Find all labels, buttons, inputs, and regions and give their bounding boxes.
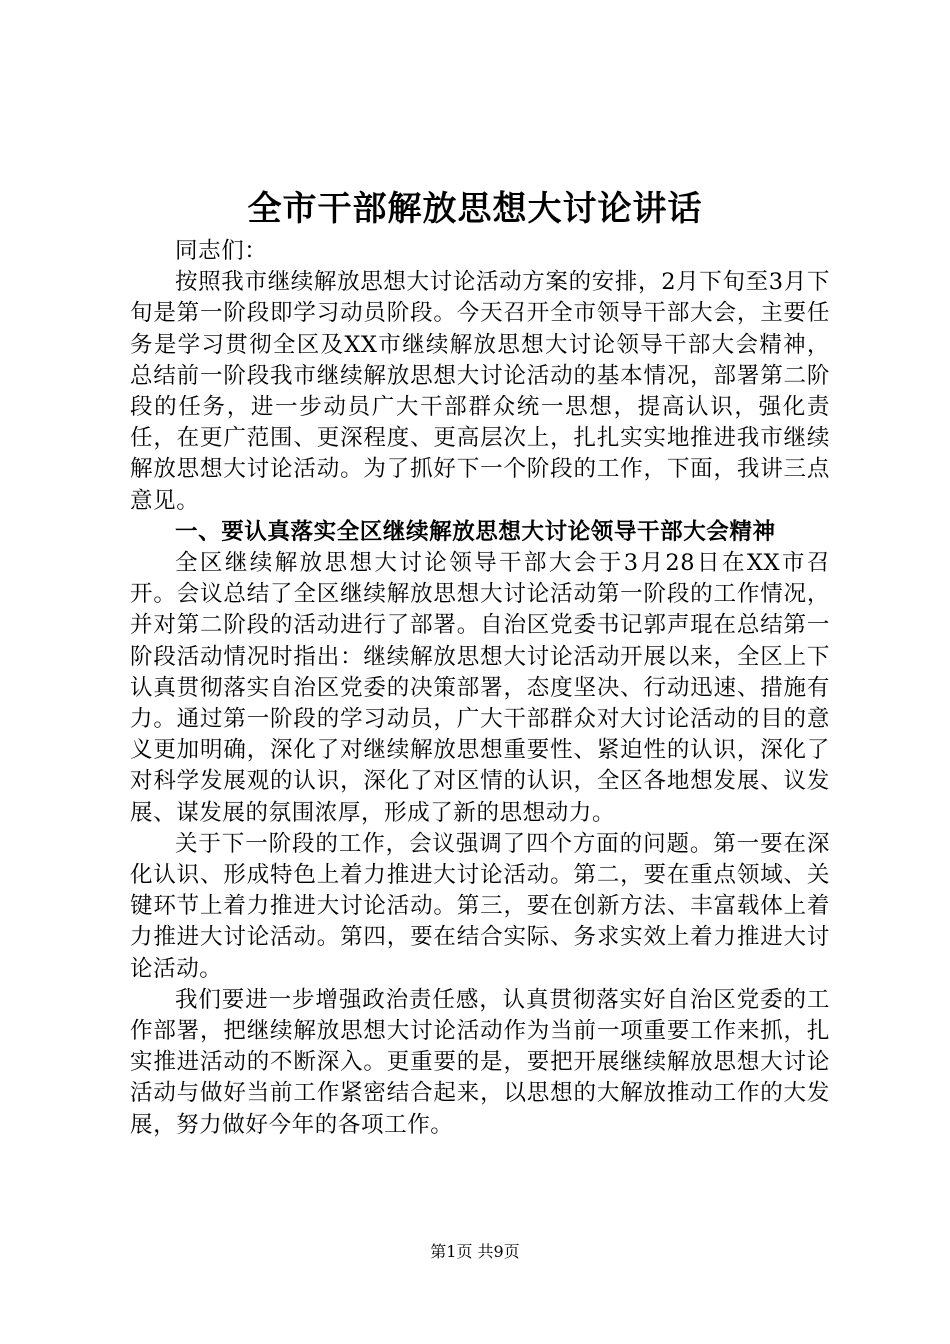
section-heading-1: 一、要认真落实全区继续解放思想大讨论领导干部大会精神: [175, 518, 776, 545]
salutation: 同志们：: [175, 238, 268, 264]
section1-paragraph-1: 全区继续解放思想大讨论领导干部大会于3月28日在XX市召开。会议总结了全区继续解放思想大讨论活动第一阶段的工作情况，并对第二阶段的活动进行了部署。自治区党委书记郭声琨在总结第一阶段活动情况时指出：继续解放思想大讨论活动开展以来，全区上下认真贯彻落实自治区党委的决策部署，态度坚决、行动迅速、措施有力。通过第一阶段的学习动员，广大干部群众对大讨论活动的目的意义更加明确，深化了对继续解放思想重要性、紧迫性的认识，深化了对科学发展观的认识，深化了对区情的认识，全区各地想发展、议发展、谋发展的氛围浓厚，形成了新的思想动力。: [130, 550, 830, 826]
page-indicator: 第1页 共9页: [430, 1242, 520, 1261]
section1-paragraph-3: 我们要进一步增强政治责任感，认真贯彻落实好自治区党委的工作部署，把继续解放思想大讨论活动作为当前一项重要工作来抓，扎实推进活动的不断深入。更重要的是，要把开展继续解放思想大讨论活动与做好当前工作紧密结合起来，以思想的大解放推动工作的大发展，努力做好今年的各项工作。: [130, 986, 830, 1138]
page-footer: [0, 1242, 950, 1262]
document-title: 全市干部解放思想大讨论讲话: [247, 189, 703, 229]
section1-paragraph-2: 关于下一阶段的工作，会议强调了四个方面的问题。第一要在深化认识、形成特色上着力推进大讨论活动。第二，要在重点领域、关键环节上着力推进大讨论活动。第三，要在创新方法、丰富载体上着力推进大讨论活动。第四，要在结合实际、务求实效上着力推进大讨论活动。: [130, 830, 830, 982]
document-body: [130, 236, 830, 1141]
intro-paragraph: 按照我市继续解放思想大讨论活动方案的安排，2月下旬至3月下旬是第一阶段即学习动员阶段。今天召开全市领导干部大会，主要任务是学习贯彻全区及XX市继续解放思想大讨论领导干部大会精神，总结前一阶段我市继续解放思想大讨论活动的基本情况，部署第二阶段的任务，进一步动员广大干部群众统一思想，提高认识，强化责任，在更广范围、更深程度、更高层次上，扎扎实实地推进我市继续解放思想大讨论活动。为了抓好下一个阶段的工作，下面，我讲三点意见。: [130, 269, 830, 514]
